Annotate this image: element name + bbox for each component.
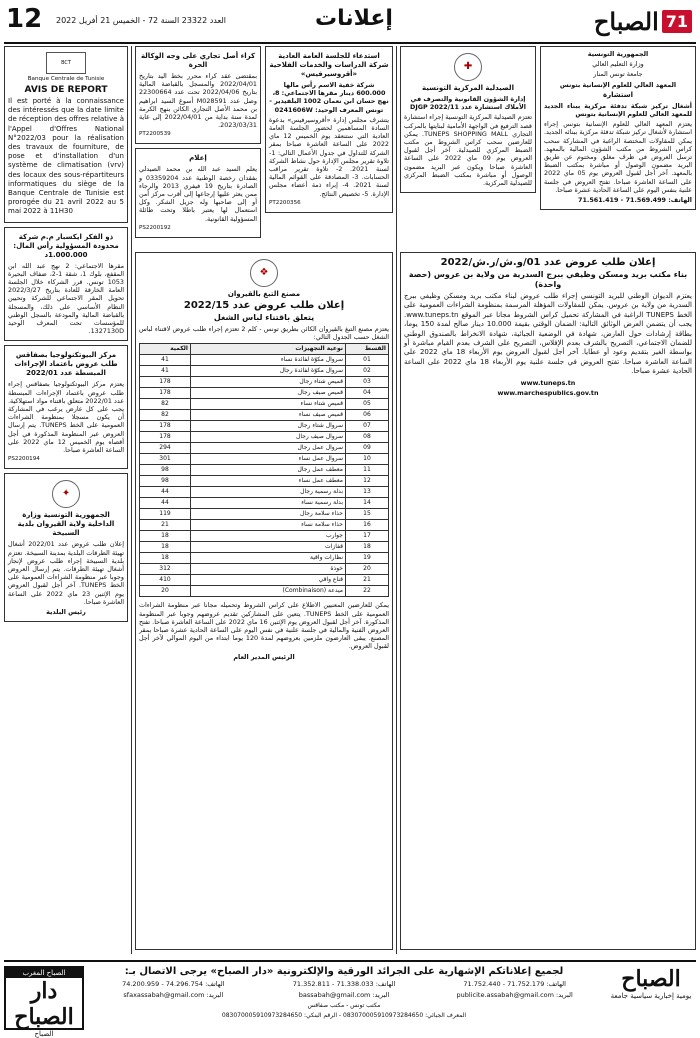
table-cell: خوذة xyxy=(191,564,346,575)
table-cell: 178 xyxy=(140,432,191,443)
table-cell: 301 xyxy=(140,454,191,465)
table-cell: 410 xyxy=(140,575,191,586)
table-row xyxy=(140,399,389,410)
table-cell: 98 xyxy=(140,476,191,487)
table-row xyxy=(140,355,389,366)
column-right xyxy=(400,46,536,246)
footer-contact-row xyxy=(88,980,600,988)
table-header-cell: القسط xyxy=(346,344,389,355)
table-row xyxy=(140,575,389,586)
business-lease-ad xyxy=(135,46,261,144)
table-row xyxy=(140,432,389,443)
table-cell: 01 xyxy=(346,355,389,366)
footer-ids: المعرف الجبائي: 083070005910973284650 - الرقم البنكي: 083070005910973284650 xyxy=(221,1012,467,1019)
consult-contact: الهاتف: 71.569.499 - 71.561.419 xyxy=(578,196,692,205)
table-cell: حذاء سلامة رجال xyxy=(191,509,346,520)
table-cell: قناع واقي xyxy=(191,575,346,586)
footer-brand-name: دار الصباح xyxy=(14,978,74,1030)
items-table xyxy=(139,343,389,597)
table-row xyxy=(140,443,389,454)
post-tender-website[interactable]: www.tuneps.tn xyxy=(520,378,576,387)
table-cell: سروال مكوّة لفائدة رجال xyxy=(191,366,346,377)
table-row xyxy=(140,564,389,575)
column-left xyxy=(135,46,261,246)
table-cell: 21 xyxy=(346,575,389,586)
table-row xyxy=(140,388,389,399)
table-cell: 312 xyxy=(140,564,191,575)
post-tender-website-2[interactable]: www.marchespublics.gov.tn xyxy=(497,388,599,397)
post-tender-title: إعلان طلب عروض عدد 01/و.ش/ر.ش/2022 xyxy=(440,257,656,268)
bank-name: Banque Centrale de Tunisie xyxy=(27,76,105,82)
institute-consult-ad xyxy=(540,46,696,210)
company-notice-ad xyxy=(4,227,128,342)
consult-body: يعتزم المعهد العالي للعلوم الإنسانية بتونس إجراء استشارة لأشغال تركيز شبكة تدفئة مركزية ببنائه الجديد. يمكن للمقاولات المختصة الراغبة في المشاركة سحب كراس الشروط من مكتب الشؤون المالية بالمعهد. ترسل العروض في ظرف مغلق ومختوم عن طريق البريد مضمون الوصول أو مباشرة بمكتب الضبط بالمعهد. آخر أجل لقبول العروض يوم 05 ماي 2022 على الساعة العاشرة صباحا. تفتح العروض في جلسة علنية بنفس اليوم على الساعة الحادية عشرة صباحا. xyxy=(544,120,692,194)
table-row xyxy=(140,553,389,564)
table-cell: معطف عمل رجال xyxy=(191,465,346,476)
table-cell: سروال عمل رجال xyxy=(191,443,346,454)
table-cell: 14 xyxy=(346,498,389,509)
table-cell: 18 xyxy=(346,542,389,553)
table-cell: 09 xyxy=(346,443,389,454)
footer-brand-top: الصباح المغرب xyxy=(6,968,82,978)
biotech-tender-body: يعتزم مركز البيوتكنولوجيا بصفاقس إجراء طلب عروض باعتماد الإجراءات المبسطة عدد 2022/01 متعلق باقتناء مواد استهلاكية. يجب على كل عارض يرغب في المشاركة أن يكون مسجلا بمنظومة الشراءات العمومية على الخط TUNEPS. يتم إرسال العروض عبر المنظومة المذكورة في أجل أقصاه يوم الخميس 12 ماي 2022 على الساعة العاشرة صباحا. xyxy=(8,380,125,455)
consult-subtitle: أشغال تركيز شبكة تدفئة مركزية ببناء الجديد للمعهد العالي للعلوم الإنسانية بتونس xyxy=(544,101,692,119)
tobacco-tender-title: إعلان طلب عروض عدد 2022/15 xyxy=(183,300,345,311)
table-cell: 07 xyxy=(346,421,389,432)
table-cell: 44 xyxy=(140,498,191,509)
page-number: 12 xyxy=(6,4,43,34)
company-notice-body: مقرها الاجتماعي: 2 نهج عبد الله ابن المقفع، بلوك 1، شقة 1-2، ضفاف البحيرة 1053 تونس. قرر الشركاء خلال الجلسة العامة الخارقة للعادة بتاريخ 2022/3/27 تحويل المقر الاجتماعي للشركة وتحيين النظام الأساسي على ذلك، والمسجلة بالقباضة المالية والمودعة بالسجل الوطني للمؤسسات تحت المعرف الوحيد 1327130D. xyxy=(8,261,125,336)
post-tender-block xyxy=(400,252,696,952)
avis-report-ad xyxy=(4,46,128,223)
loss-notice-body: يعلم السيد عبد الله بن محمد الصيدلي بفقدان رخصة الوطنية عدد 03359204 و الصادرة بتاريخ 19 فيفري 2013 والرجاء ممن يعثر عليها إرجاعها إلى أقرب مركز أمن أو إلى صاحبها وله جزيل الشكر. وكل استعمال لها يعتبر باطلا وتحت طائلة المسؤولية القانونية. xyxy=(139,165,257,223)
factory-name: مصنع التبغ بالقيروان xyxy=(227,290,301,298)
pharmacy-subtitle: إدارة الشؤون القانونية والتصرف في الأملاك استشارة عدد 2022/11 DJGP xyxy=(410,95,526,112)
ministry-name: وزارة التعليم العالي xyxy=(592,60,644,69)
table-cell: 82 xyxy=(140,399,191,410)
table-cell: 11 xyxy=(346,465,389,476)
table-row xyxy=(140,542,389,553)
table-cell: 19 xyxy=(346,553,389,564)
footer-email[interactable]: البريد: sfaxassabah@gmail.com xyxy=(123,991,224,999)
table-cell: 08 xyxy=(346,432,389,443)
republic-emblem-icon: ✦ xyxy=(52,480,80,508)
loss-notice-code: PS2200192 xyxy=(139,224,171,231)
footer-contact: الهاتف: 71.752.179 - 71.752.440 xyxy=(463,980,566,988)
table-cell: 178 xyxy=(140,421,191,432)
column-far-right xyxy=(540,46,696,246)
table-row xyxy=(140,454,389,465)
table-cell: 21 xyxy=(140,520,191,531)
page-header xyxy=(4,4,696,44)
footer-brand-sub: الصباح xyxy=(34,1030,54,1038)
post-tender-ad xyxy=(400,252,696,950)
municipality-tender-title: الجمهورية التونسية وزارة الداخلية ولاية القيروان بلدية السبيخة xyxy=(17,511,115,538)
table-row xyxy=(140,465,389,476)
pharmacy-body: تعتزم الصيدلية المركزية التونسية إجراء استشارة قصد الترفيع في الواجهة الأمامية لبنايتها بالمركب التجاري TUNEPS SHOPPING MALL. يمكن للعارضين سحب كراس الشروط من مكتب الضبط المركزي للصيدلية. آخر أجل لقبول العروض يوم 09 ماي 2022 على الساعة العاشرة صباحا ويكون عبر البريد مضمون الوصول أو مباشرة بمكتب الضبط المركزي للصيدلية المركزية. xyxy=(404,113,532,188)
loss-notice-ad xyxy=(135,148,261,237)
table-row xyxy=(140,377,389,388)
page-footer xyxy=(4,960,696,1038)
tobacco-tender-ad xyxy=(135,252,393,950)
section-title: إعلانات xyxy=(315,6,393,31)
table-row xyxy=(140,520,389,531)
table-cell: 41 xyxy=(140,366,191,377)
agroservice-code: PT2200356 xyxy=(269,199,301,206)
consult-title: استشارة xyxy=(602,90,634,99)
municipality-tender-sign: رئيس البلدية xyxy=(46,607,86,616)
table-cell: 119 xyxy=(140,509,191,520)
footer-offices: مكتب تونس - مكتب صفاقس xyxy=(307,1002,381,1009)
business-lease-body: بمقتضى عقد كراء محرر بخط اليد بتاريخ 2022/04/01 والمسجل بالقباضة المالية بتاريخ 2022/04/06 تحت عدد 22300664 وصل عدد M028591 أسوغ السيد ابراهيم بن محمد الأصل التجاري الكائن بنهج الكرمة لمدة سنة بداية من 2022/04/01 إلى غاية 2023/03/31. xyxy=(139,72,257,130)
items-table-body xyxy=(140,355,389,597)
table-cell: 20 xyxy=(346,564,389,575)
footer-contact: الهاتف: 74.296.754 - 74.200.959 xyxy=(122,980,225,988)
table-row xyxy=(140,586,389,597)
table-cell: بدلة رسمية رجال xyxy=(191,487,346,498)
factory-logo-icon: ❖ xyxy=(250,259,278,287)
table-cell: 16 xyxy=(346,520,389,531)
agroservice-meeting-ad xyxy=(265,46,393,213)
bank-logo-icon: BCT xyxy=(46,52,86,74)
footer-right-logo xyxy=(606,966,696,1026)
tobacco-tender-subtitle: يتعلق باقتناء لباس الشغل xyxy=(213,313,315,322)
business-lease-code: PT2200539 xyxy=(139,131,171,138)
table-cell: 17 xyxy=(346,531,389,542)
table-cell: سروال شتاء رجال xyxy=(191,421,346,432)
tobacco-tender-sign: الرئيس المدير العام xyxy=(233,652,295,661)
table-cell: 02 xyxy=(346,366,389,377)
footer-headline: لجميع إعلاناتكم الإشهارية على الجرائد الورقية والإلكترونية «دار الصباح» يرجى الاتصال بـ: xyxy=(124,966,564,977)
agroservice-body: يتشرف مجلس إدارة «أقروسيرفيس» بدعوة السادة المساهمين لحضور الجلسة العامة العادية التي ستنعقد يوم الخميس 12 ماي 2022 على الساعة العاشرة صباحا بمقر الشركة للتداول في جدول الأعمال التالي: 1- تلاوة تقرير مجلس الإدارة حول نشاط الشركة لسنة 2021. 2- تلاوة تقرير مراقب الحسابات. 3- المصادقة على القوائم المالية لسنة 2021. 4- إبراء ذمة أعضاء مجلس الإدارة. 5- تخصيص النتائج. xyxy=(269,115,389,198)
table-row xyxy=(140,476,389,487)
table-cell: 13 xyxy=(346,487,389,498)
post-tender-subtitle: بناء مكتب بريد ومسكن وظيفي ببرج السدرية من ولاية بن عروس (حصة واحدة) xyxy=(408,270,688,289)
table-cell: 82 xyxy=(140,410,191,421)
table-cell: 15 xyxy=(346,509,389,520)
table-cell: بدلة رسمية نساء xyxy=(191,498,346,509)
table-row xyxy=(140,509,389,520)
table-cell: 10 xyxy=(346,454,389,465)
table-cell: نظارات واقية xyxy=(191,553,346,564)
table-cell: قفازات xyxy=(191,542,346,553)
municipality-tender-ad xyxy=(4,473,128,622)
footer-logo-tagline: يومية إخبارية سياسية جامعة xyxy=(610,992,692,1000)
issue-line: العدد 23322 السنة 72 - الخميس 21 أفريل 2022 xyxy=(56,16,227,25)
table-cell: سروال عمل نساء xyxy=(191,454,346,465)
column-divider xyxy=(396,46,397,954)
table-cell: 22 xyxy=(346,586,389,597)
table-header-row xyxy=(140,344,389,355)
table-cell: جوارب xyxy=(191,531,346,542)
newspaper-logo xyxy=(594,4,692,38)
footer-contact: الهاتف: 71.338.033 - 71.352.811 xyxy=(292,980,396,988)
avis-body: Il est porté à la connaissance des intéressés que la date limite de réception des offres relative à l'Appel d'Offres National N°2022/03 pour la réalisation des travaux de fourniture, de pose et d'installation d'un système de climatisation (vrv) des locaux des sous-répartiteurs informatiques du siège de la Banque Centrale de Tunisie est prorogée du 21 avril 2022 au 5 mai 2022 à 11H30 xyxy=(8,97,124,216)
table-row xyxy=(140,421,389,432)
university-name: جامعة تونس المنار xyxy=(593,70,643,79)
pharmacy-consult-ad xyxy=(400,46,536,193)
column-far-left xyxy=(4,46,128,954)
table-cell: 12 xyxy=(346,476,389,487)
logo-name: الصباح xyxy=(593,6,659,36)
table-cell: 06 xyxy=(346,410,389,421)
table-row xyxy=(140,531,389,542)
table-cell: 18 xyxy=(140,531,191,542)
table-cell: 98 xyxy=(140,465,191,476)
biotech-tender-code: PS2200194 xyxy=(8,456,40,463)
column-divider xyxy=(131,46,132,954)
agroservice-title: استدعاء للجلسة العامة العادية شركة الدراسات والخدمات الفلاحية «أقروسيرفيس» xyxy=(269,52,389,78)
logo-number: 71 xyxy=(662,10,692,33)
footer-email[interactable]: البريد: publicite.assabah@gmail.com xyxy=(456,991,573,999)
footer-email[interactable]: البريد: bassabah@gmail.com xyxy=(298,991,390,999)
column-center-top xyxy=(265,46,393,246)
table-cell: 178 xyxy=(140,388,191,399)
table-cell: ميدعة (Combinaison) xyxy=(191,586,346,597)
footer-logo-name: الصباح xyxy=(621,966,681,992)
table-cell: قميص شتاء نساء xyxy=(191,399,346,410)
table-cell: قميص شتاء رجال xyxy=(191,377,346,388)
biotech-tender-title: مركز البيوتكنولوجيا بصفاقس طلب عروض باعتماد الإجراءات المبسطة عدد 2022/01 xyxy=(14,351,118,378)
loss-notice-title: إعلام xyxy=(189,154,207,163)
company-notice-title: ذو الفكر ايكسبار م.م شركة محدودة المسؤولية رأس المال: 1.000.000د xyxy=(13,232,119,259)
table-cell: 44 xyxy=(140,487,191,498)
avis-title: AVIS DE REPORT xyxy=(24,85,108,95)
table-cell: 18 xyxy=(140,542,191,553)
institute-name: المعهد العالي للعلوم الإنسانية بتونس xyxy=(559,80,677,89)
pharmacy-title: الصيدلية المركزية التونسية xyxy=(422,84,514,92)
table-cell: قميص صيف رجال xyxy=(191,388,346,399)
agroservice-subtitle: شركة خفية الاسم رأس مالها 600.000 دينار مقرها الاجتماعي: 8، نهج حسان ابن نعمان 1002 البلفيدير - تونس المعرف الوحيد: 0241606W xyxy=(269,81,389,114)
table-row xyxy=(140,366,389,377)
tobacco-tender-intro: يعتزم مصنع التبغ بالقيروان الكائن بطريق تونس - كلم 2 تعتزم إجراء طلب عروض لاقتناء لباس الشغل حسب الجدول التالي: xyxy=(139,325,390,342)
footer-contact-row xyxy=(88,991,600,999)
biotech-tender-ad xyxy=(4,345,128,469)
table-cell: سروال صيف رجال xyxy=(191,432,346,443)
table-cell: قميص صيف نساء xyxy=(191,410,346,421)
table-cell: معطف عمل نساء xyxy=(191,476,346,487)
table-cell: 18 xyxy=(140,553,191,564)
post-tender-body: يعتزم الديوان الوطني للبريد التونسي إجراء طلب عروض لبناء مكتب بريد ومسكن وظيفي ببرج السدرية من ولاية بن عروس. يمكن للمقاولات المؤهلة المرسمة بمنظومة الشراءات العمومية على الخط TUNEPS الراغبة في المشاركة تحميل كراس الشروط مجانا عبر الموقع www.tuneps.tn. يجب أن يتضمن العرض الوثائق التالية: الضمان الوقتي بقيمة 10.000 دينار صالح لمدة 150 يوما، بطاقة إرشادات حول العارض، شهادة في الوضعية الجبائية، شهادة الانخراط بالصندوق الوطني للضمان الاجتماعي، التصريح بالشرف بعدم الإفلاس، التصريح على الشرف بعدم القيام مباشرة أو بواسطة الغير بتقديم وعود أو عطايا. آخر أجل لقبول العروض يوم الأربعاء 18 ماي 2022 على الساعة العاشرة صباحا. تفتح العروض في جلسة علنية يوم الأربعاء 18 ماي 2022 على الساعة الحادية عشرة صباحا. xyxy=(404,292,693,376)
table-header-cell: الكمية xyxy=(140,344,191,355)
pharmacy-logo-icon: ✚ xyxy=(454,53,482,81)
business-lease-title: كراء أصل تجاري على وجه الوكالة الحرة xyxy=(140,52,256,69)
municipality-tender-body: إعلان طلب عروض عدد 2022/01 أشغال تهيئة الطرقات البلدية بمدينة السبيخة. تعتزم بلدية السبيخة إجراء طلب عروض لإنجاز أشغال تهيئة الطرقات. يتم إرسال العروض وجوبا عبر منظومة الشراءات العمومية على الخط TUNEPS. آخر أجل لقبول العروض يوم الإثنين 23 ماي 2022 على الساعة العاشرة صباحا. xyxy=(8,540,125,606)
table-cell: 20 xyxy=(140,586,191,597)
footer-brand-box xyxy=(4,966,84,1038)
table-cell: سروال مكوّة لفائدة نساء xyxy=(191,355,346,366)
table-cell: حذاء سلامة نساء xyxy=(191,520,346,531)
table-cell: 294 xyxy=(140,443,191,454)
tobacco-tender-block xyxy=(135,252,393,952)
table-cell: 03 xyxy=(346,377,389,388)
table-cell: 178 xyxy=(140,377,191,388)
table-cell: 04 xyxy=(346,388,389,399)
table-row xyxy=(140,410,389,421)
table-row xyxy=(140,498,389,509)
table-row xyxy=(140,487,389,498)
footer-contacts xyxy=(88,966,600,1019)
table-header-cell: نوعية التجهيزات xyxy=(191,344,346,355)
republic-name: الجمهورية التونسية xyxy=(587,50,649,58)
tobacco-tender-body: يمكن للعارضين المعنيين الاطلاع على كراس الشروط وتحميله مجانا عبر منظومة الشراءات العمومية على الخط TUNEPS. يتعين على المشاركين تقديم عروضهم وجوبا عبر المنظومة المذكورة. آخر أجل لقبول العروض يوم الإثنين 16 ماي 2022 على الساعة العاشرة صباحا. تفتح العروض الفنية والمالية في جلسة علنية في نفس اليوم على الساعة الحادية عشرة صباحا بمقر المصنع. يبقى العارضون ملزمين بعروضهم لمدة 120 يوما ابتداء من اليوم الموالي لآخر أجل لقبول العروض. xyxy=(139,601,389,651)
table-cell: 05 xyxy=(346,399,389,410)
table-cell: 41 xyxy=(140,355,191,366)
